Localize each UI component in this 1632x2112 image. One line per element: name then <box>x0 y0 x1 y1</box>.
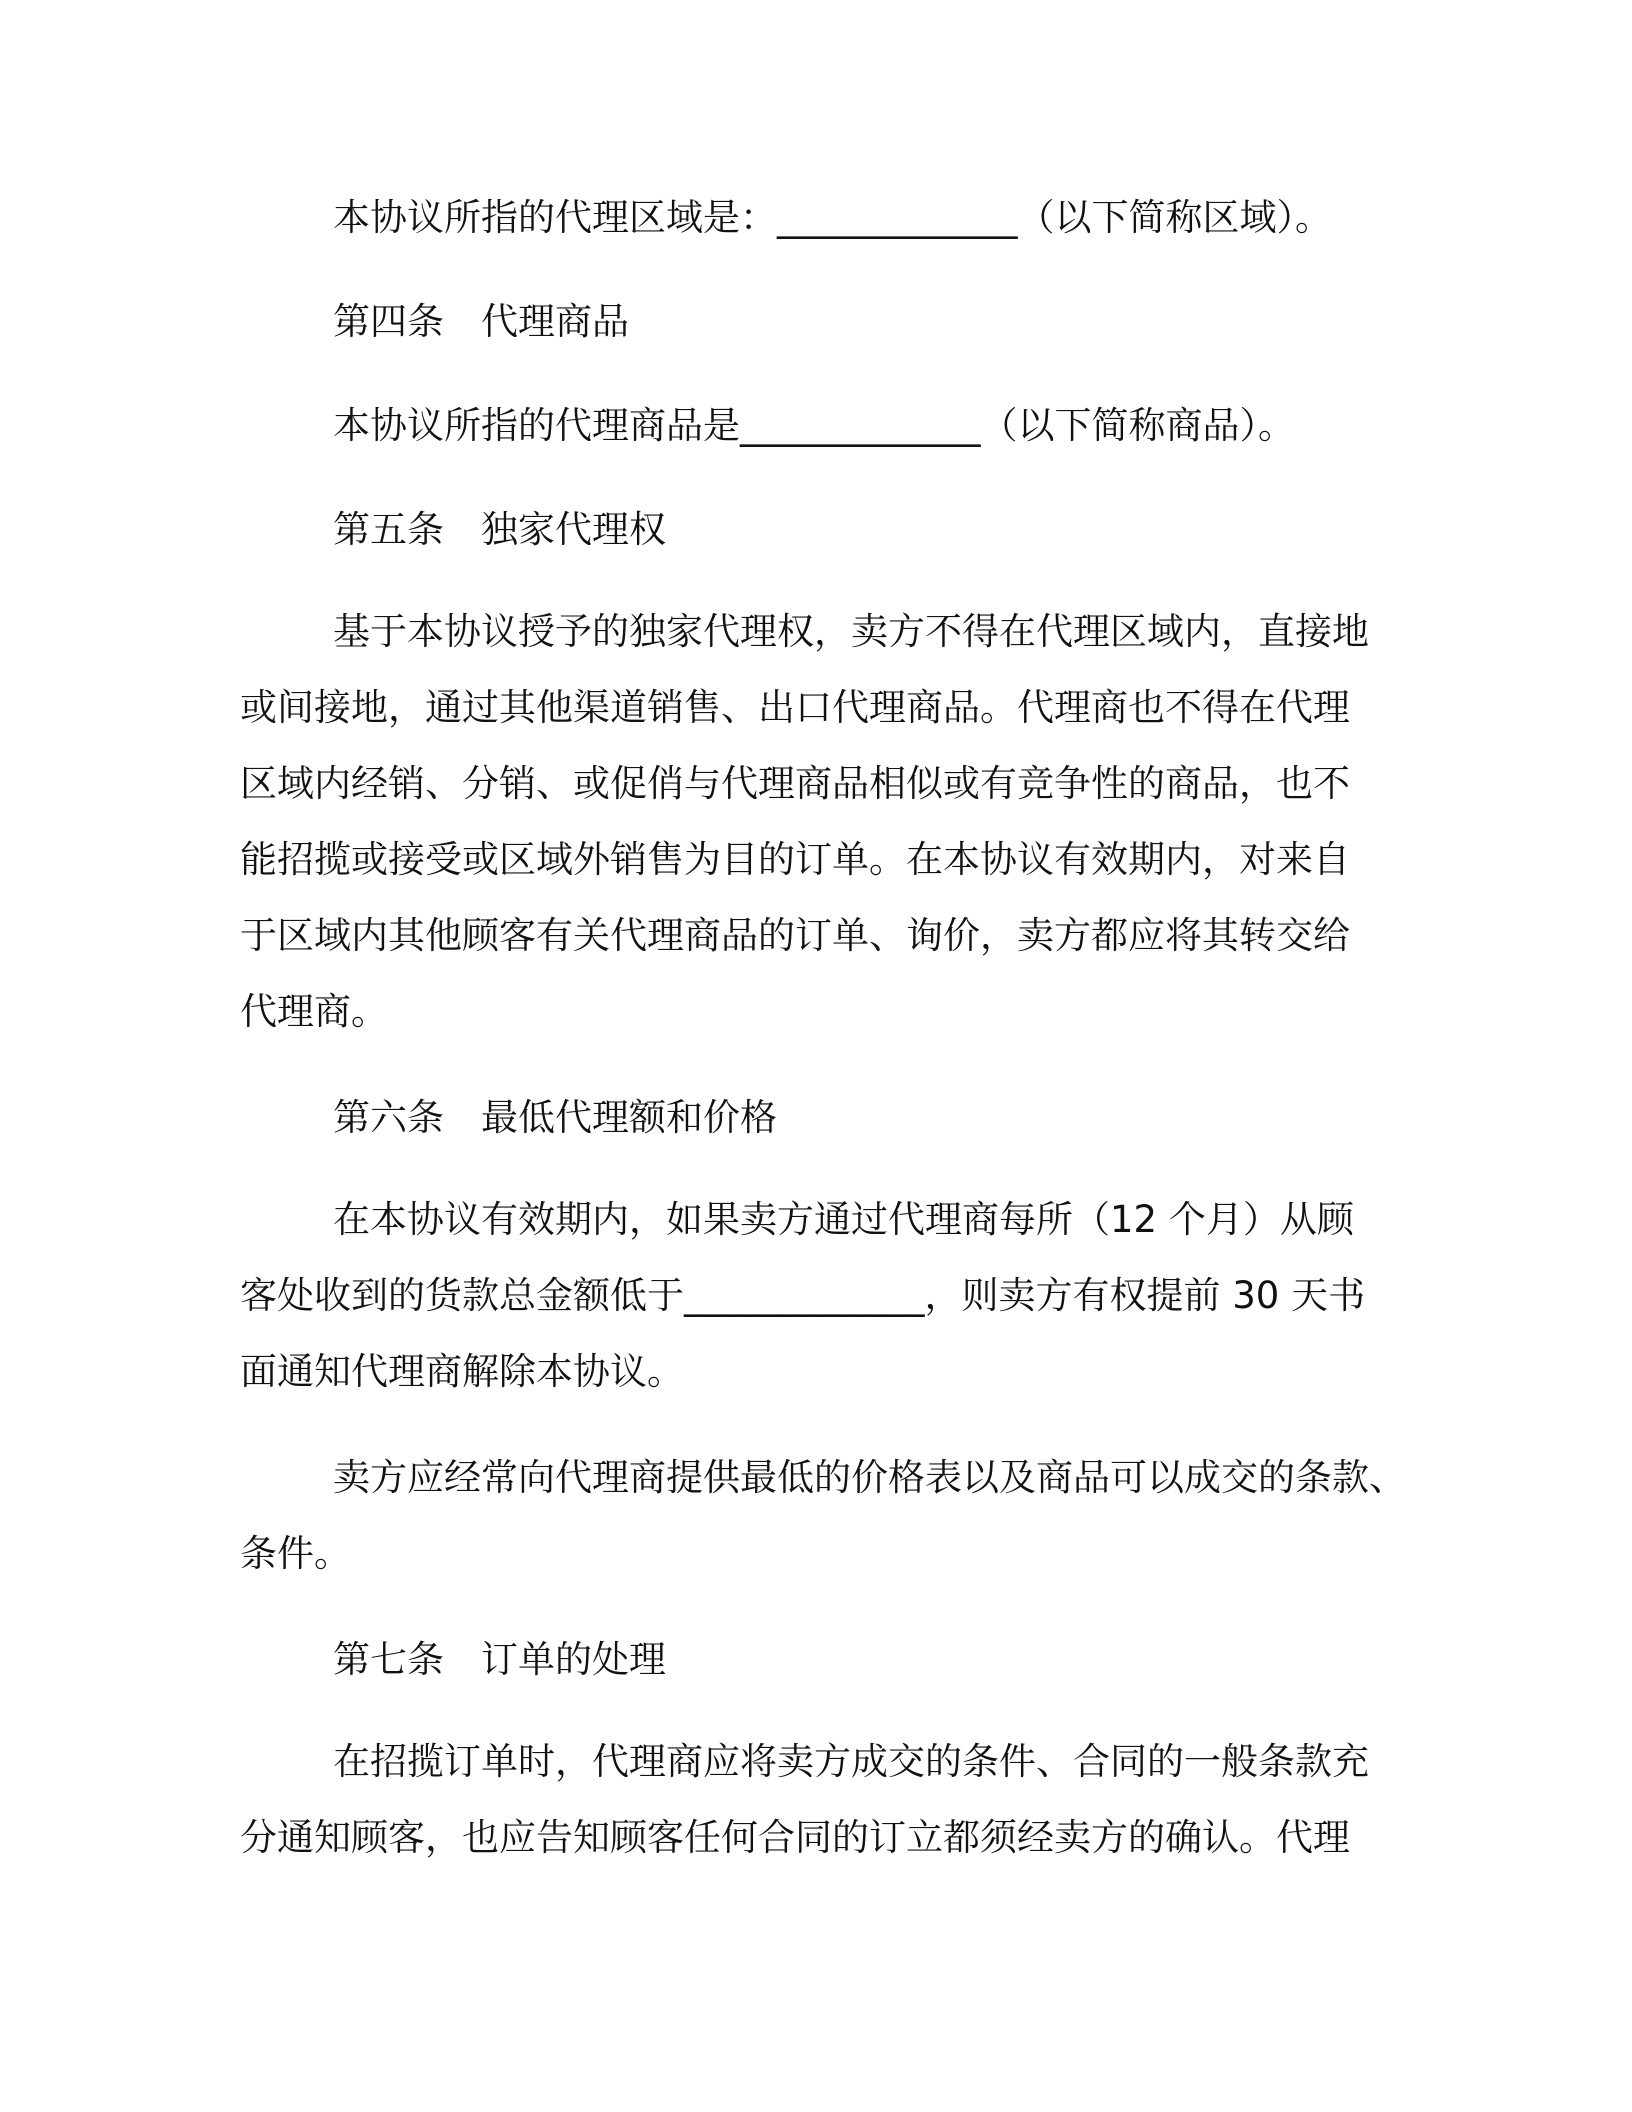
minimum-amount-line-2: 客处收到的货款总金额低于_____________，则卖方有权提前 30 天书 <box>240 1274 1366 1317</box>
order-handling-line-1: 在招揽订单时，代理商应将卖方成交的条件、合同的一般条款充 <box>333 1740 1369 1783</box>
minimum-amount-line-3: 面通知代理商解除本协议。 <box>240 1350 684 1393</box>
exclusive-rights-line-2: 或间接地，通过其他渠道销售、出口代理商品。代理商也不得在代理 <box>240 686 1350 729</box>
article-5-heading: 第五条 独家代理权 <box>333 508 666 551</box>
goods-clause-text: 本协议所指的代理商品是_____________（以下简称商品）。 <box>333 404 1295 447</box>
price-list-line-1: 卖方应经常向代理商提供最低的价格表以及商品可以成交的条款、 <box>333 1456 1406 1499</box>
article-7-heading: 第七条 订单的处理 <box>333 1638 666 1681</box>
exclusive-rights-line-6: 代理商。 <box>240 990 388 1033</box>
exclusive-rights-line-5: 于区域内其他顾客有关代理商品的订单、询价，卖方都应将其转交给 <box>240 914 1350 957</box>
exclusive-rights-line-4: 能招揽或接受或区域外销售为目的订单。在本协议有效期内，对来自 <box>240 838 1350 881</box>
price-list-line-2: 条件。 <box>240 1532 351 1575</box>
article-6-heading: 第六条 最低代理额和价格 <box>333 1096 777 1139</box>
minimum-amount-line-1: 在本协议有效期内，如果卖方通过代理商每所（12 个月）从顾 <box>333 1198 1354 1241</box>
article-4-heading: 第四条 代理商品 <box>333 300 629 343</box>
order-handling-line-2: 分通知顾客，也应告知顾客任何合同的订立都须经卖方的确认。代理 <box>240 1816 1350 1859</box>
exclusive-rights-line-1: 基于本协议授予的独家代理权，卖方不得在代理区域内，直接地 <box>333 610 1369 653</box>
region-clause-text: 本协议所指的代理区域是：_____________（以下简称区域）。 <box>333 196 1332 239</box>
exclusive-rights-line-3: 区域内经销、分销、或促俏与代理商品相似或有竞争性的商品，也不 <box>240 762 1350 805</box>
